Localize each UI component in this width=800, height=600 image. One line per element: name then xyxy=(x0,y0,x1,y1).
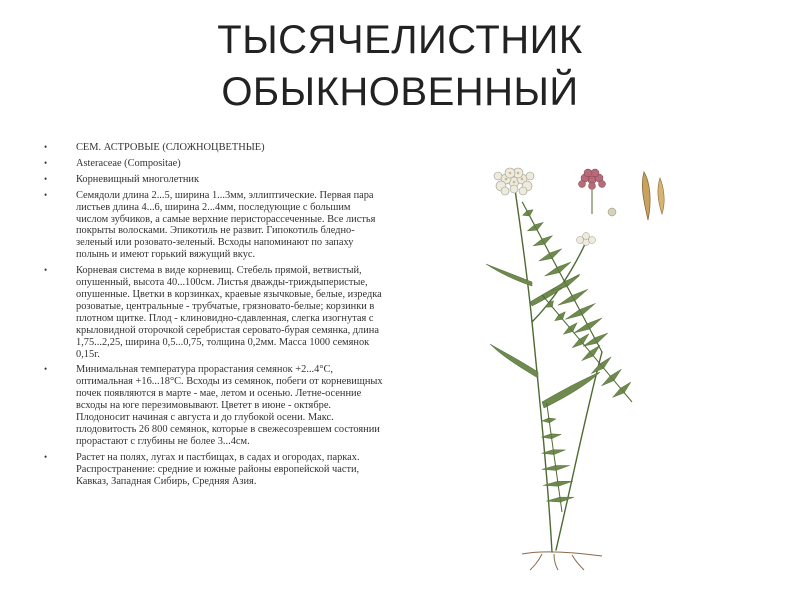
bullet-text: Растет на полях, лугах и пастбищах, в садах и огородах, парках. Распространение: средние и южные районы европейской части, Кавказ, Западная Сибирь, Средняя Азия. xyxy=(76,451,360,487)
bullet-text: Корневищный многолетник xyxy=(76,173,200,185)
small-bud xyxy=(608,208,616,216)
slide-title-line-1: ТЫСЯЧЕЛИСТНИК xyxy=(217,18,583,62)
leaf-mid-right xyxy=(542,372,600,408)
slide-title xyxy=(150,14,650,118)
pinnate-leaf-large xyxy=(507,194,617,360)
bullet-life-form xyxy=(44,174,384,186)
side-stem xyxy=(532,242,586,322)
leaf-mid-left xyxy=(490,344,538,378)
pinnate-leaf-lower xyxy=(532,401,577,514)
pinnate-leaf-right xyxy=(532,286,642,410)
rhizome-roots xyxy=(522,552,602,570)
bullet-list xyxy=(44,142,384,491)
bullet-text: Семядоли длина 2...5, ширина 1...3мм, эллиптические. Первая пара листьев длина 4...6, ширина 2...4мм, последующие с большим числом зубчиков, а самые верхние перисторассеченные. Все листья покрыты волосками. Эпикотиль не развит. Гипокотиль бледно-зеленый или розовато-зеленый. Всходы напоминают по запаху полынь и имеют горький вяжущий вкус. xyxy=(76,189,376,261)
bullet-morphology xyxy=(44,265,384,360)
seed-detail xyxy=(642,172,664,220)
bullet-seedlings xyxy=(44,190,384,261)
bullet-text: Корневая система в виде корневищ. Стебель прямой, ветвистый, опушенный, высота 40...100см. Листья дважды-триждыперистые, опушенные. Цветки в корзинках, краевые язычковые, белые, изредка розоватые, центральные - трубчатые, грязновато-белые; корзинки в плотном щитке. Плод - клиновидно-сдавленная, слегка изогнутая с крыловидной оторочкой серебристая серовато-бурая семянка, длина 1,75...2,25, ширина 0,5...0,75, толщина 0,2мм. Масса 1000 семянок 0,15г. xyxy=(76,265,382,360)
bullet-text: Asteraceae (Compositae) xyxy=(76,157,181,169)
bullet-family xyxy=(44,142,384,154)
bullet-text: Минимальная температура прорастания семянок +2...4°С, оптимальная +16...18°С. Всходы из семянок, побеги от корневищных почек появляются в марте - мае, летом и осенью. Летне-осенние всходы на юге перезимовывают. Цветет в июне - октябре. Плодоносит начиная с августа и до глубокой осени. Макс. плодовитость 26 800 семянок, которые в свежесозревшем состоянии прорастают с глубины не более 3...4см. xyxy=(76,364,383,447)
yarrow-botanical-illustration xyxy=(482,152,782,572)
flower-head-white-large xyxy=(494,168,534,195)
bullet-germination xyxy=(44,364,384,447)
flower-head-pink xyxy=(579,169,606,214)
flower-head-small xyxy=(577,233,596,246)
slide-title-line-2: ОБЫКНОВЕННЫЙ xyxy=(221,70,579,114)
bullet-latin-name xyxy=(44,158,384,170)
bullet-text: СЕМ. АСТРОВЫЕ (СЛОЖНОЦВЕТНЫЕ) xyxy=(76,142,265,153)
bullet-habitat xyxy=(44,452,384,488)
